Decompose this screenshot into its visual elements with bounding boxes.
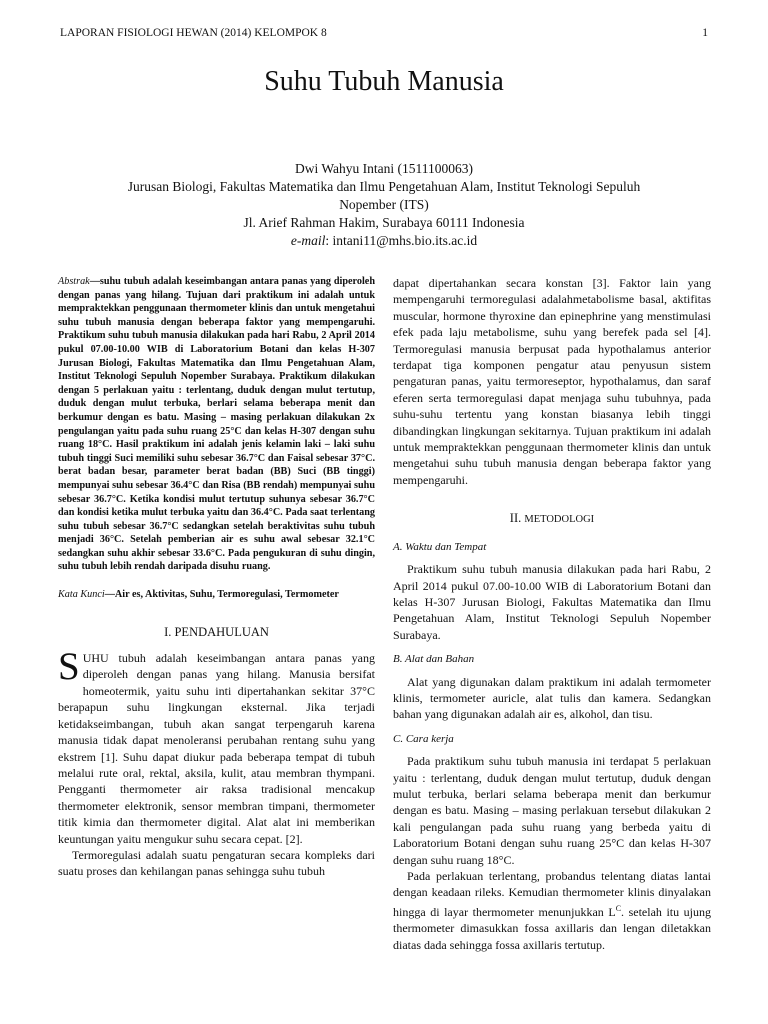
paragraph-alat-bahan: Alat yang digunakan dalam praktikum ini adalah termometer klinis, termometer auricle, alat tulis dan kamera. Sedangkan bahan yang digunakan adalah air es, alkohol, dan tisu. bbox=[393, 674, 711, 722]
abstract-lead: Abstrak bbox=[58, 276, 90, 287]
email-label: e-mail bbox=[290, 233, 326, 248]
section-heading-metodologi bbox=[393, 510, 711, 528]
author-email[interactable]: : intani11@mhs.bio.its.ac.id bbox=[325, 233, 478, 248]
cara-kerja-2-superscript: C bbox=[615, 903, 622, 913]
author-email-line bbox=[100, 232, 668, 250]
intro-paragraph-1 bbox=[58, 645, 375, 847]
intro-paragraph-1-text: UHU tubuh adalah keseimbangan antara panas yang diperoleh dengan panas yang hilang. Manusia bersifat homeotermik, yaitu suhu inti dipertahankan sekitar 37°C berapapun suhu lingkungan eksternal. Jika terjadi ketidakseimbangan, tubuh akan sangat terpengaruh karena manusia tidak dapat menoleransi perubahan rentang suhu yang ekstrem [1]. Suhu dapat diukur pada beberapa tempat di tubuh melalui rute oral, rektal, aksila, kulit, atau membran thympani. Pengganti thermometer air raksa tradisional mencakup thermometer elektronik, sensor membran timpani, thermometer titik kimia dan thermometer digital. Alat alat ini memberikan keuntungan yaitu mengukur suhu secara cepat. [2]. bbox=[58, 651, 375, 846]
section-number: II. bbox=[509, 511, 522, 526]
author-block bbox=[100, 160, 668, 250]
subheading-waktu-tempat: A. Waktu dan Tempat bbox=[393, 540, 487, 553]
page-number: 1 bbox=[702, 27, 708, 39]
keywords-text: —Air es, Aktivitas, Suhu, Termoregulasi, Termometer bbox=[104, 589, 339, 601]
section-title: METODOLOGI bbox=[524, 514, 595, 526]
keywords-lead: Kata Kunci bbox=[58, 589, 105, 601]
author-affiliation: Jurusan Biologi, Fakultas Matematika dan Ilmu Pengetahuan Alam, Institut Teknologi Sepuluh Nopember (ITS) bbox=[127, 179, 641, 212]
running-title: LAPORAN FISIOLOGI HEWAN (2014) KELOMPOK 8 bbox=[60, 27, 327, 39]
running-head bbox=[60, 27, 708, 39]
cara-kerja-2-text-a: Pada perlakuan terlentang, probandus telentang diatas lantai dengan keadaan rileks. Kemudian thermometer klinis dinyalakan hingga di layar thermometer menunjukkan L bbox=[393, 869, 711, 919]
subheading-cara-kerja: C. Cara kerja bbox=[393, 732, 454, 745]
paper-title: Suhu Tubuh Manusia bbox=[264, 66, 504, 97]
left-column bbox=[58, 275, 375, 880]
cara-kerja-2-text-b: . setelah itu ujung thermometer dimasukkan fossa axillaris dan lengan diletakkan diatas dada sehingga fossa axillaris tertutup. bbox=[393, 904, 711, 952]
paragraph-cara-kerja-1: Pada praktikum suhu tubuh manusia ini terdapat 5 perlakuan yaitu : terlentang, duduk dengan mulut tertutup, duduk dengan mulut terbuka, berlari selama beberapa menit dan berkumur dengan es batu. Masing – masing perlakuan tersebut dilakukan 2 kali pengulangan pada suhu ruang yang berbeda yaitu di Laboratorium Botani dengan suhu ruang 25°C dan kelas H-307 dengan suhu ruang 18°C. bbox=[393, 754, 711, 867]
paragraph-cara-kerja-2 bbox=[393, 868, 711, 953]
abstract bbox=[58, 275, 375, 574]
intro-paragraph-2: Termoregulasi adalah suatu pengaturan secara kompleks dari suatu proses dan kehilangan panas sehingga suhu tubuh bbox=[58, 847, 375, 879]
paragraph-waktu-tempat: Praktikum suhu tubuh manusia dilakukan pada hari Rabu, 2 April 2014 pukul 07.00-10.00 WIB di Laboratorium Botani dan kelas H-307 Jurusan Biologi, Fakultas Matematika dan Ilmu Pengetahuan Alam, Institut Teknologi Sepuluh Nopember Surabaya. bbox=[393, 562, 711, 642]
author-address: Jl. Arief Rahman Hakim, Surabaya 60111 Indonesia bbox=[243, 215, 525, 230]
intro-paragraph-2-continued: dapat dipertahankan secara konstan [3]. Faktor lain yang mempengaruhi termoregulasi adalahmetabolisme basal, aktifitas muscular, hormone thyroxine dan epinephrine yang menstimulasi efek pada laju metabolisme, suhu yang berefek pada sel [4]. Termoregulasi manusia berpusat pada hypothalamus anterior terdapat tiga komponen pengatur atau penyusun sistem pengaturan panas, yaitu termoreseptor, hypothalamus, dan saraf eferen serta termoregulasi dapat menjaga suhu tubuhnya, pada suhu-suhu tertentu yang konstan biasanya lebih tinggi dibandingkan lingkungan sekitarnya. Tujuan praktikum ini adalah untuk mempraktekkan penggunaan thermometer klinis dan untuk mengetahui suhu tubuh manusia dengan beberapa faktor yang mempengaruhi. bbox=[393, 276, 711, 487]
keywords bbox=[58, 588, 375, 602]
section-heading-pendahuluan: I. PENDAHULUAN bbox=[164, 624, 269, 639]
abstract-text: —suhu tubuh adalah keseimbangan antara panas yang diperoleh dengan panas yang hilang. Tujuan dari praktikum ini adalah untuk mempraktekkan penggunaan thermometer klinis dan untuk mengetahui suhu tubuh manusia dengan beberapa faktor yang mempengaruhi. Praktikum suhu tubuh manusia dilakukan pada hari Rabu, 2 April 2014 pukul 07.00-10.00 WIB di Laboratorium Botani dan kelas H-307 Jurusan Biologi, Fakultas Matematika dan Ilmu Pengetahuan Alam, Institut Teknologi Sepuluh Nopember Surabaya. Praktikum dilakukan dengan 5 perlakuan yaitu : terlentang, duduk dengan mulut tertutup, duduk dengan mulut terbuka, berlari selama beberapa menit dan berkumur dengan es batu. Masing – masing perlakuan dilakukan 2x pengulangan yaitu pada suhu ruang 25°C dan kelas H-307 dengan suhu ruang 18°C. Hasil praktikum ini adalah jenis kelamin laki – laki suhu tubuh tinggi Suci memiliki suhu sebesar 36.7°C dan Faisal sebesar 37°C. berat badan besar, parameter berat badan (BB) Suci (BB tinggi) mempunyai suhu sebesar 36.4°C dan Risa (BB rendah) mempunyai suhu sebesar 36.7°C. Ketika kondisi mulut tertutup suhunya sebesar 36.7°C dan kondisi ketika mulut terbuka yaitu dan 36.4°C. Pada saat terlentang suhu tubuh sebesar 36.7°C sedangkan setelah beraktivitas suhu tubuh menjadi 36°C. Setelah pemberian air es suhu awal sebesar 32.1°C sedangkan suhu akhir sebesar 33.6°C. Pada pengukuran di suhu dingin, suhu tubuh lebih rendah daripada disuhu ruang. bbox=[58, 276, 375, 573]
right-column bbox=[393, 275, 711, 953]
subheading-alat-bahan: B. Alat dan Bahan bbox=[393, 653, 475, 666]
author-name: Dwi Wahyu Intani (1511100063) bbox=[294, 161, 473, 176]
dropcap-letter: S bbox=[58, 645, 80, 689]
